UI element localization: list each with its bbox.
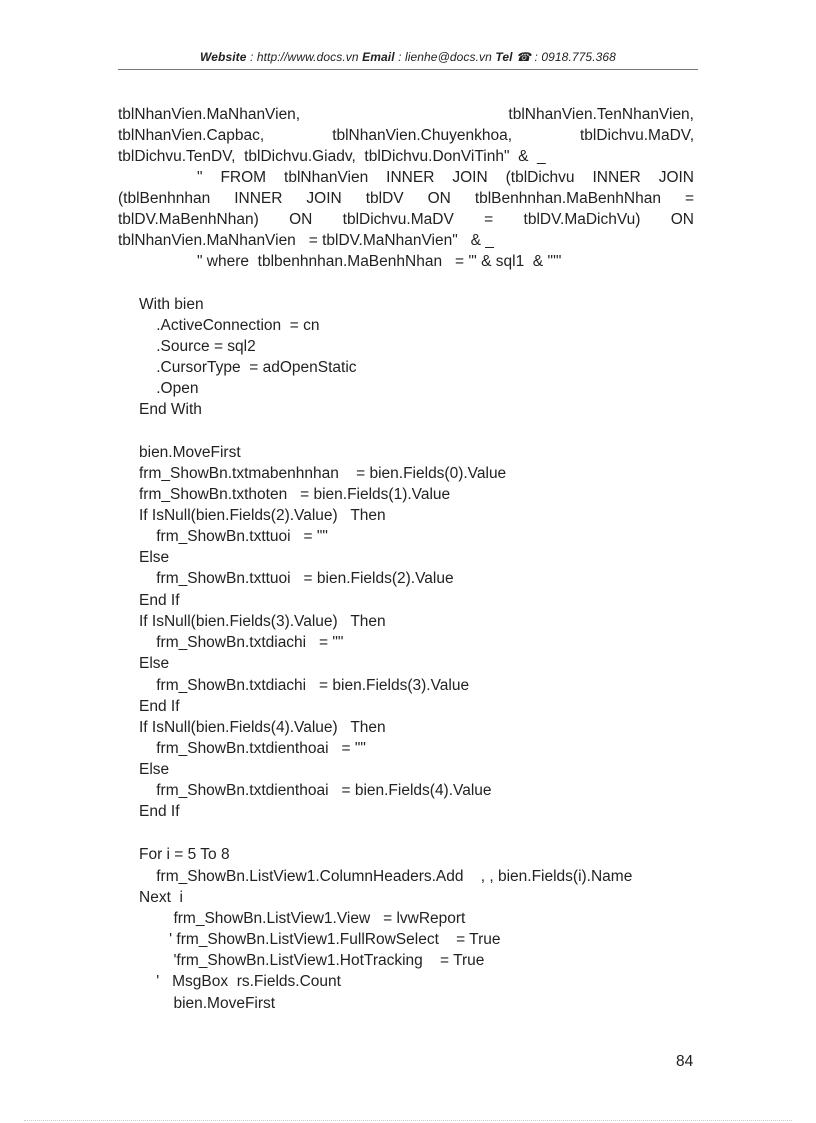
code-line: frm_ShowBn.ListView1.View = lvwReport (139, 910, 466, 927)
code-line: frm_ShowBn.ListView1.ColumnHeaders.Add , , bien.Fields(i).Name (139, 868, 633, 885)
code-line: frm_ShowBn.txtdiachi = bien.Fields(3).Value (139, 677, 470, 694)
code-line: If IsNull(bien.Fields(2).Value) Then (139, 507, 386, 524)
code-line: bien.MoveFirst (139, 995, 276, 1012)
tel-label: Tel (495, 50, 513, 64)
code-line: Else (139, 549, 170, 566)
phone-icon: ☎ (515, 50, 532, 64)
code-line: .ActiveConnection = cn (139, 317, 320, 334)
sql-line-2: tblNhanVien.Capbac, tblNhanVien.Chuyenkhoa, tblDichvu.MaDV, (118, 127, 694, 144)
email-label: Email (362, 50, 395, 64)
code-line: End If (139, 698, 180, 715)
code-line: End If (139, 803, 180, 820)
code-line: frm_ShowBn.txtdiachi = "" (139, 634, 344, 651)
code-line: frm_ShowBn.txtmabenhnhan = bien.Fields(0).Value (139, 465, 507, 482)
code-line: frm_ShowBn.txtdienthoai = "" (139, 740, 366, 757)
code-line: .Source = sql2 (139, 338, 256, 355)
header-rule (118, 69, 698, 70)
sql-line-5: (tblBenhnhan INNER JOIN tblDV ON tblBenhnhan.MaBenhNhan = (118, 190, 694, 207)
code-line: With bien (139, 296, 204, 313)
sql-line-4: " FROM tblNhanVien INNER JOIN (tblDichvu INNER JOIN (197, 169, 694, 186)
website-label: Website (200, 50, 247, 64)
page-header (0, 50, 816, 64)
sql-line-8: " where tblbenhnhan.MaBenhNhan = '" & sql1 & "'" (197, 253, 562, 270)
sql-line-3: tblDichvu.TenDV, tblDichvu.Giadv, tblDichvu.DonViTinh" & _ (118, 148, 546, 165)
page-number: 84 (676, 1053, 694, 1070)
code-line: If IsNull(bien.Fields(3).Value) Then (139, 613, 386, 630)
code-line: frm_ShowBn.txttuoi = "" (139, 528, 328, 545)
tel-value: : 0918.775.368 (531, 50, 616, 64)
code-line: Next i (139, 889, 183, 906)
code-line: Else (139, 655, 170, 672)
code-line: .Open (139, 380, 199, 397)
code-line: End If (139, 592, 180, 609)
code-line: For i = 5 To 8 (139, 846, 230, 863)
code-line: Else (139, 761, 170, 778)
code-line: ' frm_ShowBn.ListView1.FullRowSelect = True (139, 931, 501, 948)
sql-line-6: tblDV.MaBenhNhan) ON tblDichvu.MaDV = tblDV.MaDichVu) ON (118, 211, 694, 228)
email-value: : lienhe@docs.vn (394, 50, 496, 64)
code-line: frm_ShowBn.txtdienthoai = bien.Fields(4).Value (139, 782, 492, 799)
code-line: .CursorType = adOpenStatic (139, 359, 357, 376)
code-line: frm_ShowBn.txthoten = bien.Fields(1).Value (139, 486, 451, 503)
code-line: ' MsgBox rs.Fields.Count (139, 973, 341, 990)
code-line: If IsNull(bien.Fields(4).Value) Then (139, 719, 386, 736)
code-line: frm_ShowBn.txttuoi = bien.Fields(2).Value (139, 570, 454, 587)
sql-line-1: tblNhanVien.MaNhanVien, tblNhanVien.TenNhanVien, (118, 106, 694, 123)
code-line: End With (139, 401, 202, 418)
sql-line-7: tblNhanVien.MaNhanVien = tblDV.MaNhanVien" & _ (118, 232, 494, 249)
page-bottom-border (24, 1120, 792, 1121)
website-value: : http://www.docs.vn (246, 50, 363, 64)
code-line: 'frm_ShowBn.ListView1.HotTracking = True (139, 952, 485, 969)
code-line: bien.MoveFirst (139, 444, 241, 461)
